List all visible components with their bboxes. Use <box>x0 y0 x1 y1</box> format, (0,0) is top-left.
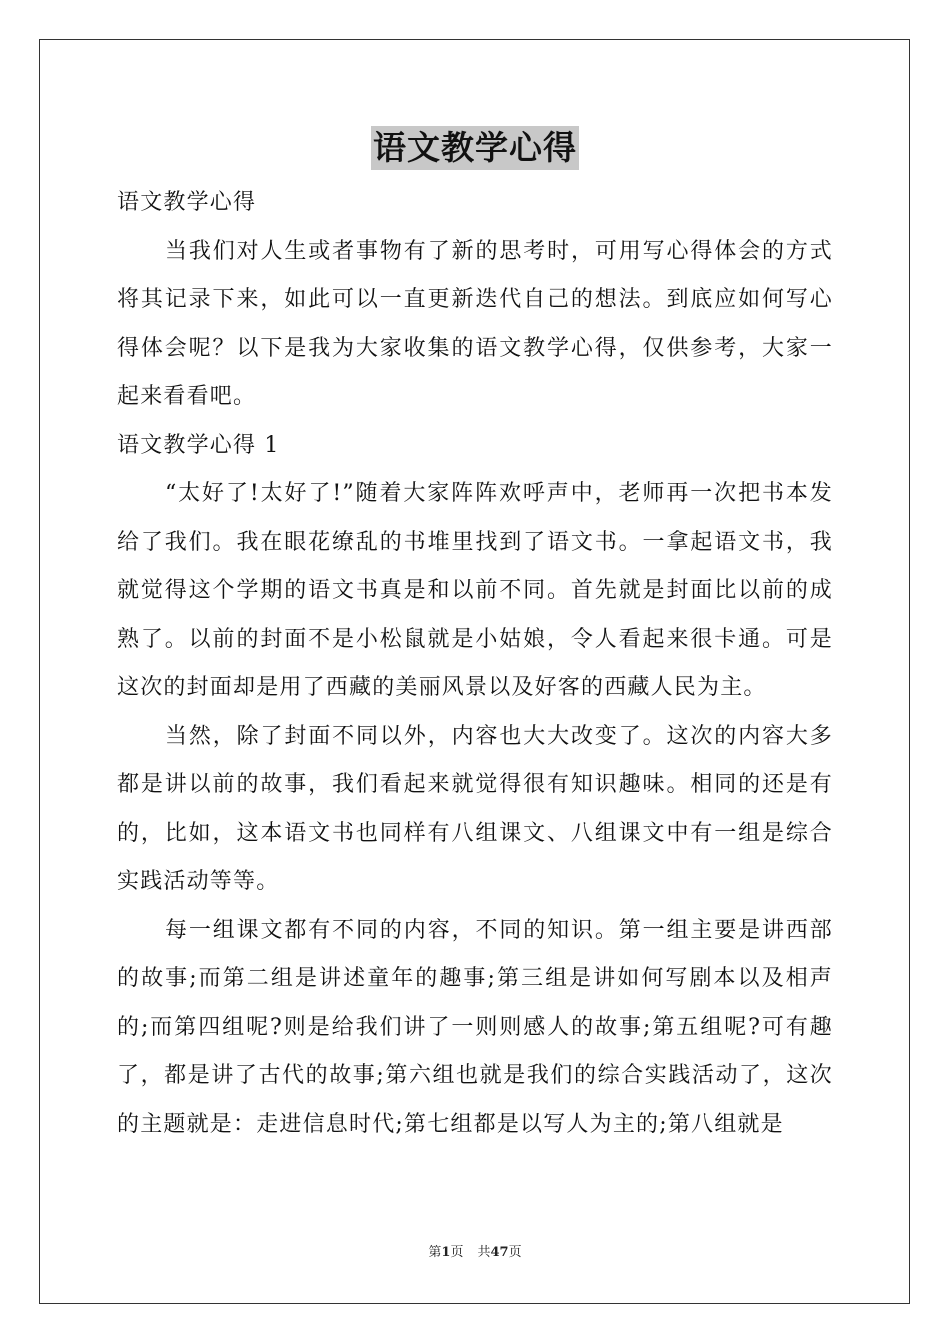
page-footer <box>0 1244 950 1262</box>
body-paragraph-1: “太好了!太好了!”随着大家阵阵欢呼声中，老师再一次把书本发给了我们。我在眼花缭乱的书堆里找到了语文书。一拿起语文书，我就觉得这个学期的语文书真是和以前不同。首先就是封面比以前的成熟了。以前的封面不是小松鼠就是小姑娘，令人看起来很卡通。可是这次的封面却是用了西藏的美丽风景以及好客的西藏人民为主。 <box>117 481 833 700</box>
total-suffix: 页 <box>508 1245 522 1260</box>
body-paragraph-3: 每一组课文都有不同的内容，不同的知识。第一组主要是讲西部的故事;而第二组是讲述童年的趣事;第三组是讲如何写剧本以及相声的;而第四组呢?则是给我们讲了一则则感人的故事;第五组呢?可有趣了，都是讲了古代的故事;第六组也就是我们的综合实践活动了，这次的主题就是：走进信息时代;第七组都是以写人为主的;第八组就是 <box>117 917 833 1137</box>
document-subtitle: 语文教学心得 <box>117 190 257 215</box>
section-heading: 语文教学心得 1 <box>117 432 280 458</box>
title-container <box>0 126 950 170</box>
page-suffix: 页 <box>450 1245 464 1260</box>
document-body <box>117 179 833 1149</box>
document-title: 语文教学心得 <box>371 126 579 170</box>
intro-paragraph: 当我们对人生或者事物有了新的思考时，可用写心得体会的方式将其记录下来，如此可以一直更新迭代自己的想法。到底应如何写心得体会呢？以下是我为大家收集的语文教学心得，仅供参考，大家一起来看看吧。 <box>117 238 833 409</box>
page-number: 1 <box>441 1245 451 1260</box>
total-pages: 47 <box>490 1245 509 1260</box>
body-paragraph-2: 当然，除了封面不同以外，内容也大大改变了。这次的内容大多都是讲以前的故事，我们看起来就觉得很有知识趣味。相同的还是有的，比如，这本语文书也同样有八组课文、八组课文中有一组是综合实践活动等等。 <box>117 723 833 894</box>
page-prefix: 第 <box>428 1245 442 1260</box>
total-prefix: 共 <box>477 1245 491 1260</box>
